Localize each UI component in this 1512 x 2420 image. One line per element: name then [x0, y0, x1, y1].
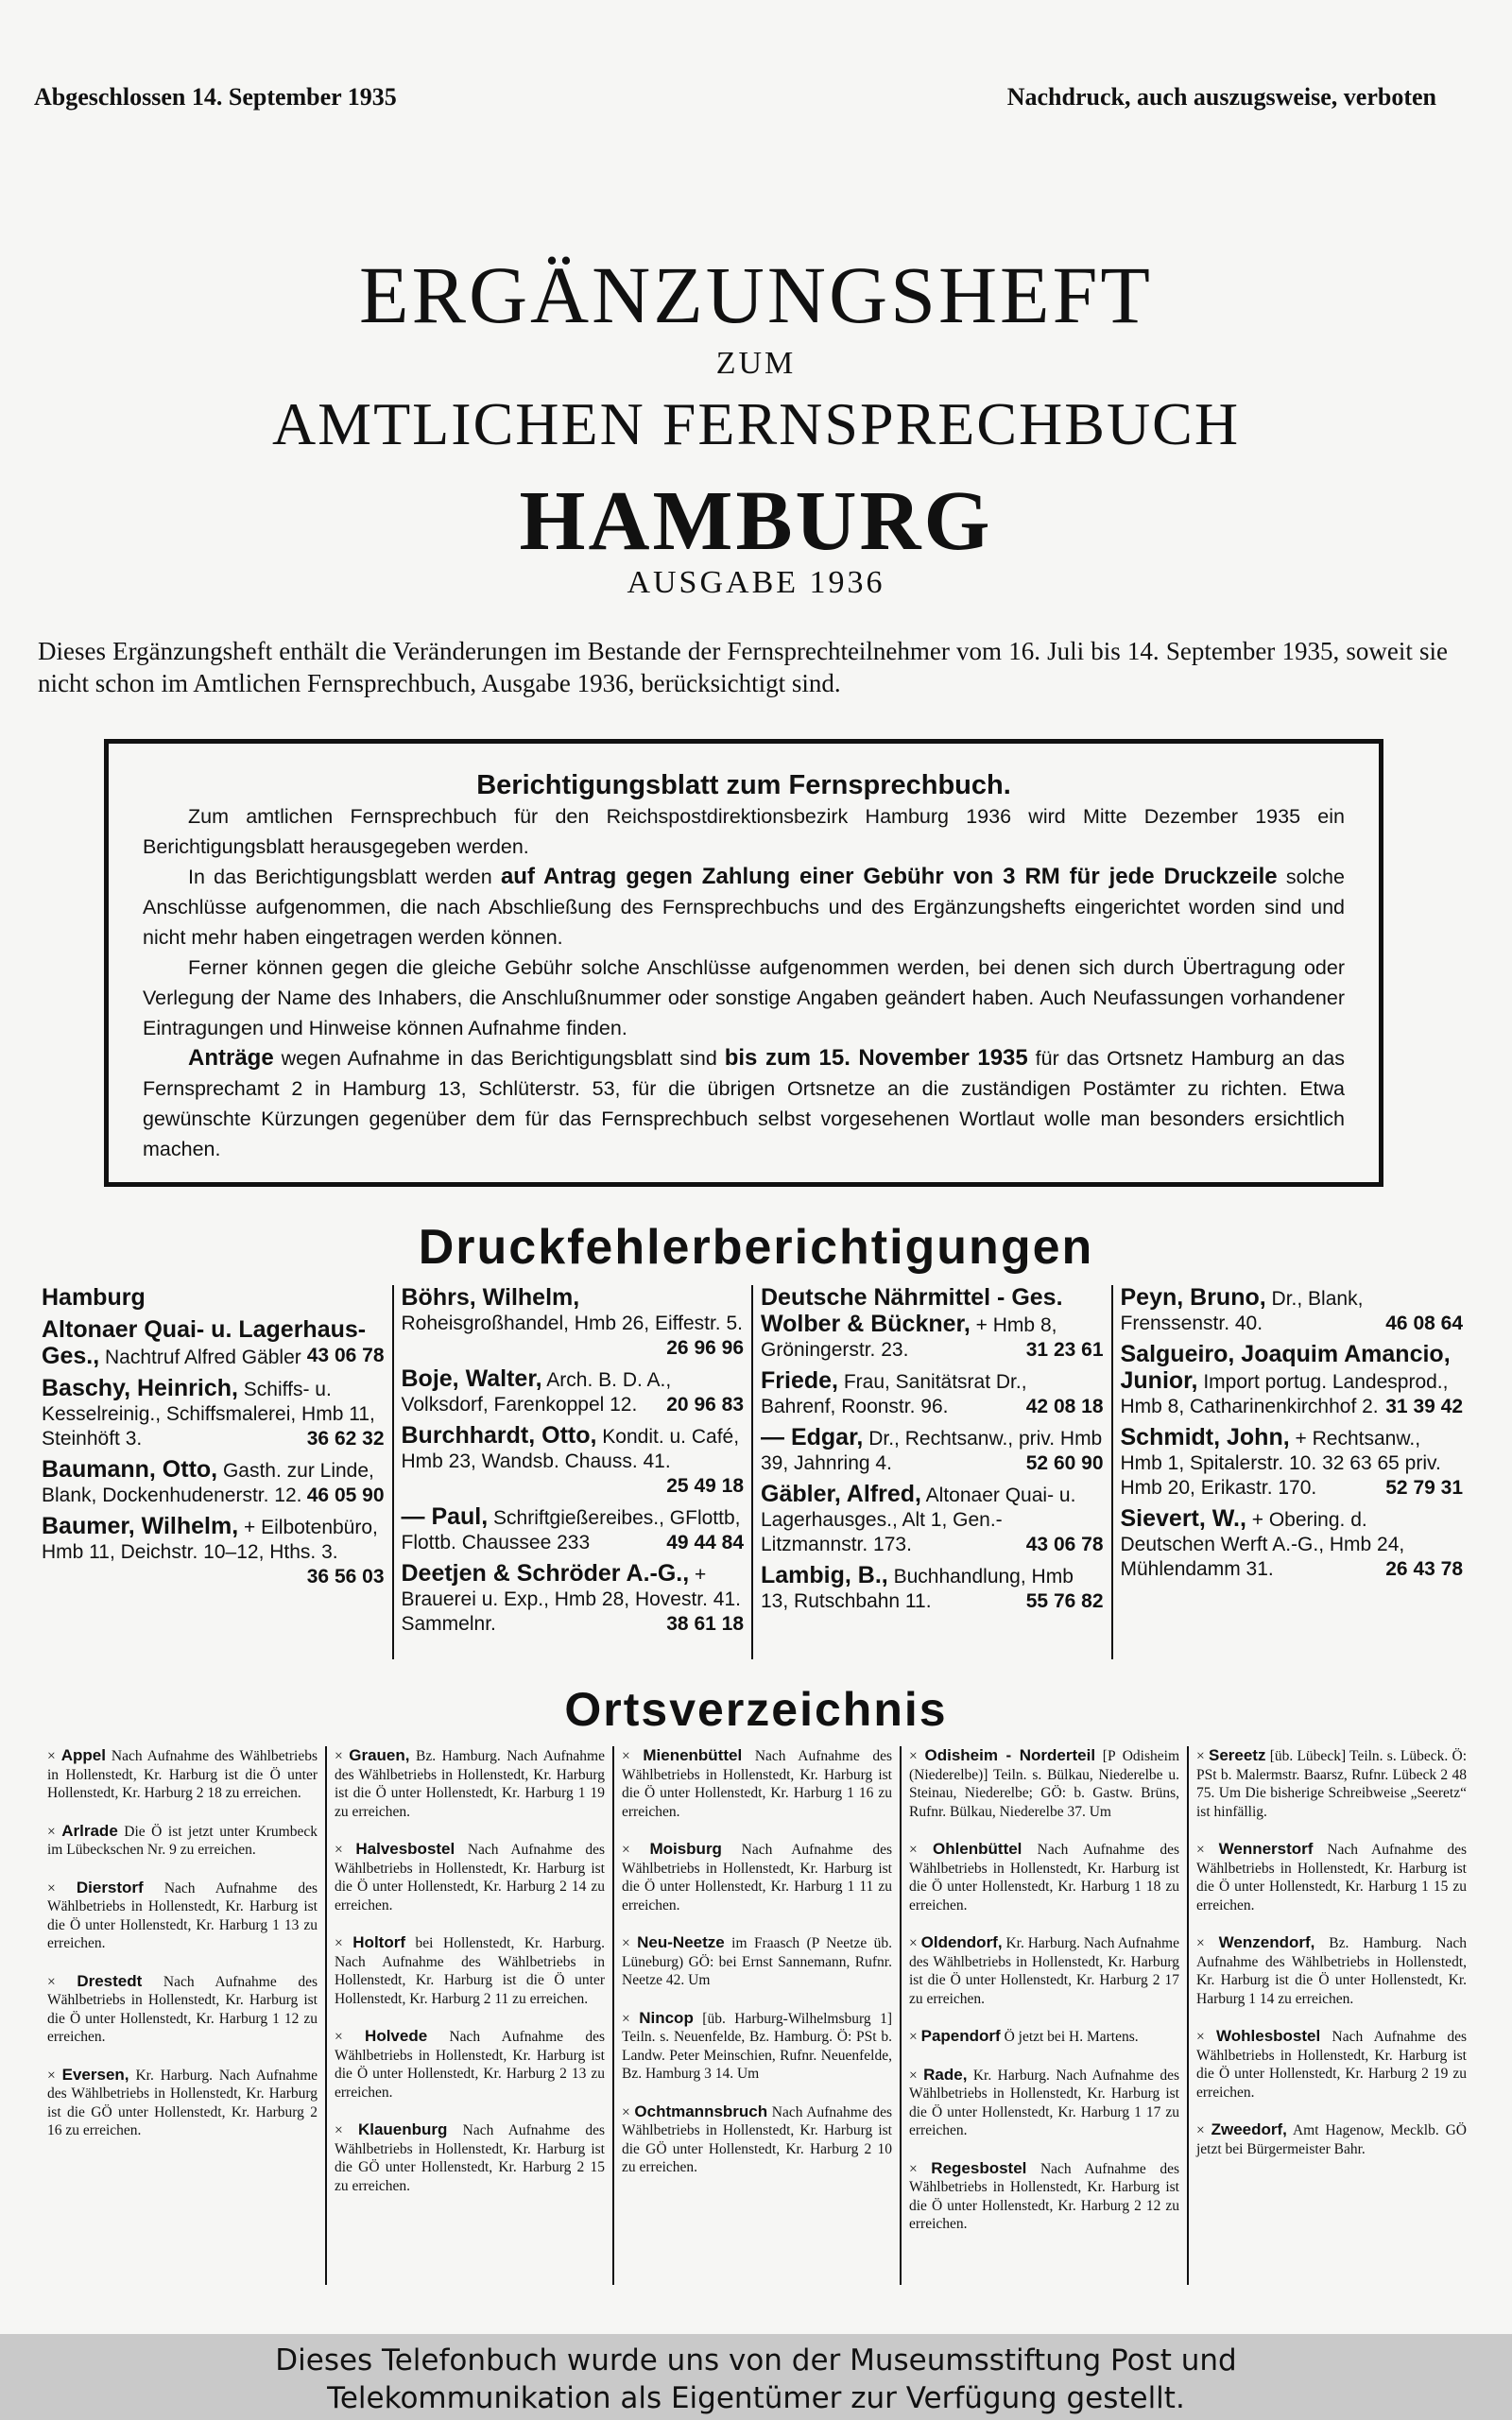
places-entry-text: Kr. Harburg. Nach Aufnahme des Wählbetriebs in Hollenstedt, Kr. Harburg ist die GÖ unter Hollenstedt, Kr. Harburg 2 16 zu erreichen. [47, 2067, 318, 2138]
places-entry: × Holtorf bei Hollenstedt, Kr. Harburg. Nach Aufnahme des Wählbetriebs in Hollenstedt, Kr. Harburg ist die Ö unter Hollenstedt, Kr. Harburg 2 11 zu erreichen. [335, 1933, 606, 2007]
notice-paragraph-1: Zum amtlichen Fernsprechbuch für den Reichspostdirektionsbezirk Hamburg 1936 wird Mitte Dezember 1935 ein Berichtigungsblatt herausgegeben werden. [143, 805, 1345, 858]
places-entry-text: bei Hollenstedt, Kr. Harburg. Nach Aufnahme des Wählbetriebs in Hollenstedt, Kr. Harburg ist die Ö unter Hollenstedt, Kr. Harburg 2 11 zu erreichen. [335, 1935, 606, 2007]
places-entry: × Sereetz [üb. Lübeck] Teiln. s. Lübeck. Ö: PSt b. Malermstr. Baarsz, Rufnr. Lübeck 2 48 75. Um Die bisherige Schreibweise „Seeretz“ ist hinfällig. [1196, 1746, 1467, 1820]
errata-entry-text: Frau, Sanitätsrat Dr., Bahrenf, Roonstr. 96. [761, 1371, 1027, 1417]
errata-entry-number: 46 05 90 [306, 1485, 385, 1506]
title-city: HAMBURG [519, 474, 993, 568]
places-entry-text: Nach Aufnahme des Wählbetriebs in Hollenstedt, Kr. Harburg ist die Ö unter Hollenstedt, Kr. Harburg 2 14 zu erreichen. [335, 1842, 606, 1914]
errata-entry-number: 43 06 78 [306, 1345, 385, 1366]
places-entry-text: Nach Aufnahme des Wählbetriebs in Hollenstedt, Kr. Harburg ist die Ö unter Hollenstedt, Kr. Harburg 1 11 zu erreichen. [622, 1842, 892, 1914]
places-entry-text: Nach Aufnahme des Wählbetriebs in Hollenstedt, Kr. Harburg ist die GÖ unter Hollenstedt, Kr. Harburg 2 10 zu erreichen. [622, 2103, 892, 2175]
errata-entry-number: 31 23 61 [1025, 1339, 1104, 1361]
places-entry-text: Nach Aufnahme des Wählbetriebs in Hollenstedt, Kr. Harburg ist die GÖ unter Hollenstedt, Kr. Harburg 2 15 zu erreichen. [335, 2122, 606, 2194]
errata-entry-name: Peyn, Bruno, [1120, 1284, 1266, 1311]
errata-entry-name: Boje, Walter, [401, 1365, 542, 1392]
errata-entry [402, 1423, 745, 1499]
footer-line-2: Telekommunikation als Eigentümer zur Verfügung gestellt. [327, 2381, 1185, 2415]
errata-entry [42, 1317, 385, 1370]
places-entry: × Eversen, Kr. Harburg. Nach Aufnahme des Wählbetriebs in Hollenstedt, Kr. Harburg ist die GÖ unter Hollenstedt, Kr. Harburg 2 16 zu erreichen. [47, 2065, 318, 2138]
places-entry: × Odisheim - Norderteil [P Odisheim (Niederelbe)] Teiln. s. Bülkau, Niederelbe u. Steinau, Niederelbe; GÖ: b. Gastw. Brüns, Rufnr. Bülkau, Niederelbe 37. Um [909, 1746, 1180, 1820]
errata-column [42, 1285, 392, 1659]
errata-entry-number: 26 43 78 [1385, 1558, 1463, 1580]
errata-entry [42, 1285, 385, 1312]
places-entry-name: Sereetz [1208, 1746, 1266, 1764]
places-entry-text: Nach Aufnahme des Wählbetriebs in Hollenstedt, Kr. Harburg ist die Ö unter Hollenstedt, Kr. Harburg 2 12 zu erreichen. [909, 2160, 1179, 2232]
places-entry-name: Oldendorf, [920, 1933, 1003, 1951]
errata-entry [42, 1457, 385, 1508]
places-entry-name: Ochtmannsbruch [634, 2102, 768, 2120]
places-entry-name: Klauenburg [357, 2120, 448, 2138]
places-entry-text: Die Ö ist jetzt unter Krumbeck im Lübeckschen Nr. 9 zu erreichen. [47, 1823, 318, 1858]
notice-box [104, 739, 1383, 1187]
places-entry: × Rade, Kr. Harburg. Nach Aufnahme des Wählbetriebs in Hollenstedt, Kr. Harburg ist die Ö unter Hollenstedt, Kr. Harburg 1 17 zu erreichen. [909, 2065, 1180, 2138]
places-column [47, 1746, 325, 2285]
errata-entry-number: 26 96 96 [666, 1337, 744, 1359]
places-entry-name: Nincop [639, 2008, 694, 2027]
places-entry-text: Nach Aufnahme des Wählbetriebs in Hollenstedt, Kr. Harburg ist die Ö unter Hollenstedt, Kr. Harburg 1 12 zu erreichen. [47, 1973, 318, 2045]
places-entry-text: Nach Aufnahme des Wählbetriebs in Hollenstedt, Kr. Harburg ist die Ö unter Hollenstedt, Kr. Harburg 2 19 zu erreichen. [1196, 2029, 1468, 2101]
notice-title: Berichtigungsblatt zum Fernsprechbuch. [476, 770, 1011, 800]
errata-entry-text: Roheisgroßhandel, Hmb 26, Eiffestr. 5. [401, 1313, 743, 1334]
places-entry: × Arlrade Die Ö ist jetzt unter Krumbeck im Lübeckschen Nr. 9 zu erreichen. [47, 1821, 318, 1858]
intro-paragraph: Dieses Ergänzungsheft enthält die Veränderungen im Bestande der Fernsprechteilnehmer vom 16. Juli bis 14. September 1935, soweit sie nicht schon im Amtlichen Fernsprechbuch, Ausgabe 1936, berücksichtigt sind. [38, 637, 1448, 697]
places-entry: × Klauenburg Nach Aufnahme des Wählbetriebs in Hollenstedt, Kr. Harburg ist die GÖ unter Hollenstedt, Kr. Harburg 2 15 zu erreichen. [335, 2120, 606, 2194]
errata-entry-number: 43 06 78 [1025, 1534, 1104, 1555]
errata-entry-text: Schiffs- u. Kesselreinig., Schiffsmalerei, Hmb 11, Steinhöft 3. [42, 1379, 375, 1450]
places-entry-text: Bz. Hamburg. Nach Aufnahme des Wählbetriebs in Hollenstedt, Kr. Harburg ist die Ö unter Hollenstedt, Kr. Harburg 1 19 zu erreichen. [335, 1748, 605, 1820]
places-column [612, 1746, 900, 2285]
errata-entry-number: 36 56 03 [306, 1566, 385, 1588]
places-entry-name: Drestedt [77, 1971, 143, 1990]
places-entry-name: Odisheim - Norderteil [924, 1746, 1096, 1764]
errata-entry [402, 1561, 745, 1637]
places-entry: × Oldendorf, Kr. Harburg. Nach Aufnahme des Wählbetriebs in Hollenstedt, Kr. Harburg ist die Ö unter Hollenstedt, Kr. Harburg 2 17 zu erreichen. [909, 1933, 1179, 2007]
errata-entry [1121, 1425, 1464, 1501]
errata-entry-number: 20 96 83 [666, 1394, 744, 1416]
places-entry-text: Kr. Harburg. Nach Aufnahme des Wählbetriebs in Hollenstedt, Kr. Harburg ist die Ö unter Hollenstedt, Kr. Harburg 2 17 zu erreichen. [909, 1935, 1179, 2007]
title-edition: AUSGABE 1936 [627, 565, 885, 600]
places-entry-text: im Fraasch (P Neetze üb. Lüneburg) GÖ: bei Ernst Sannemann, Rufnr. Neetze 42. Um [622, 1935, 892, 1988]
places-entry-text: Nach Aufnahme des Wählbetriebs in Hollenstedt, Kr. Harburg ist die Ö unter Hollenstedt, Kr. Harburg 2 13 zu erreichen. [335, 2029, 606, 2101]
errata-column [751, 1285, 1111, 1659]
errata-entry-text: + Obering. d. Deutschen Werft A.-G., Hmb 24, Mühlendamm 31. [1120, 1509, 1405, 1580]
errata-entry-text: + Brauerei u. Exp., Hmb 28, Hovestr. 41. Sammelnr. [401, 1564, 742, 1635]
places-entry: × Wohlesbostel Nach Aufnahme des Wählbetriebs in Hollenstedt, Kr. Harburg ist die Ö unter Hollenstedt, Kr. Harburg 2 19 zu erreichen. [1196, 2027, 1468, 2101]
errata-entry-name: Altonaer Quai- u. Lagerhaus-Ges., [42, 1316, 367, 1369]
places-entry-text: [P Odisheim (Niederelbe)] Teiln. s. Bülkau, Niederelbe u. Steinau, Niederelbe; GÖ: b. Gastw. Brüns, Rufnr. Bülkau, Niederelbe 37. Um [909, 1748, 1180, 1820]
places-entry: × Drestedt Nach Aufnahme des Wählbetriebs in Hollenstedt, Kr. Harburg ist die Ö unter Hollenstedt, Kr. Harburg 1 12 zu erreichen. [47, 1971, 318, 2045]
errata-entry-name: Baumann, Otto, [42, 1456, 218, 1483]
errata-entry-name: Hamburg [42, 1284, 146, 1311]
errata-entry-text: Schriftgießereibes., GFlottb, Flottb. Chaussee 233 [401, 1507, 741, 1553]
places-entry: × Nincop [üb. Harburg-Wilhelmsburg 1] Teiln. s. Neuenfelde, Bz. Hamburg. Ö: PSt b. Landw. Peter Meinschien, Rufnr. Neuenfelde, Bz. Hamburg 3 14. Um [622, 2008, 892, 2082]
title-line-1: ERGÄNZUNGSHEFT [359, 249, 1153, 340]
places-columns [47, 1746, 1474, 2285]
places-entry-text: Nach Aufnahme des Wählbetriebs in Hollenstedt, Kr. Harburg ist die Ö unter Hollenstedt, Kr. Harburg 2 18 zu erreichen. [47, 1748, 318, 1801]
places-entry: × Regesbostel Nach Aufnahme des Wählbetriebs in Hollenstedt, Kr. Harburg ist die Ö unter Hollenstedt, Kr. Harburg 2 12 zu erreichen. [909, 2158, 1179, 2232]
errata-entry [1121, 1342, 1464, 1419]
errata-columns [42, 1285, 1470, 1659]
footer-line-1: Dieses Telefonbuch wurde uns von der Museumsstiftung Post und [275, 2343, 1237, 2377]
errata-entry [761, 1425, 1104, 1476]
errata-entry-name: Deutsche Nährmittel - Ges. Wolber & Bückner, [761, 1284, 1063, 1337]
notice-paragraph-3: Ferner können gegen die gleiche Gebühr solche Anschlüsse aufgenommen werden, bei denen sich durch Übertragung oder Verlegung der Name des Inhabers, die Anschlußnummer oder sonstige Angaben geändert haben. Auch Neufassungen vorhandener Eintragungen und Hinweise können Aufnahme finden. [143, 956, 1345, 1039]
places-entry: × Mienenbüttel Nach Aufnahme des Wählbetriebs in Hollenstedt, Kr. Harburg ist die Ö unter Hollenstedt, Kr. Harburg 1 16 zu erreichen. [622, 1746, 892, 1820]
errata-entry [1121, 1285, 1464, 1336]
places-column [900, 1746, 1187, 2285]
places-entry: × Neu-Neetze im Fraasch (P Neetze üb. Lüneburg) GÖ: bei Ernst Sannemann, Rufnr. Neetze 42. Um [622, 1933, 892, 1988]
places-entry-name: Rade, [923, 2065, 968, 2084]
places-entry: × Ohlenbüttel Nach Aufnahme des Wählbetriebs in Hollenstedt, Kr. Harburg ist die Ö unter Hollenstedt, Kr. Harburg 1 18 zu erreichen. [909, 1840, 1180, 1914]
errata-entry-name: — Paul, [401, 1503, 489, 1530]
errata-entry-number: 42 08 18 [1025, 1396, 1104, 1417]
errata-entry-name: Lambig, B., [761, 1562, 888, 1588]
places-entry-text: Bz. Hamburg. Nach Aufnahme des Wählbetriebs in Hollenstedt, Kr. Harburg ist die Ö unter Hollenstedt, Kr. Harburg 1 14 zu erreichen. [1196, 1935, 1467, 2007]
errata-entry [761, 1563, 1104, 1614]
errata-entry-name: Böhrs, Wilhelm, [401, 1284, 580, 1311]
errata-entry-text: Import portug. Landesprod., Hmb 8, Catharinenkirchhof 2. [1120, 1371, 1449, 1417]
footer-attribution [0, 2334, 1512, 2420]
places-entry-name: Moisburg [649, 1840, 722, 1858]
errata-entry-number: 38 61 18 [666, 1613, 744, 1635]
places-entry-text: Nach Aufnahme des Wählbetriebs in Hollenstedt, Kr. Harburg ist die Ö unter Hollenstedt, Kr. Harburg 1 16 zu erreichen. [622, 1748, 892, 1820]
places-entry: × Dierstorf Nach Aufnahme des Wählbetriebs in Hollenstedt, Kr. Harburg ist die Ö unter Hollenstedt, Kr. Harburg 1 13 zu erreichen. [47, 1878, 318, 1951]
places-column [1187, 1746, 1474, 2285]
errata-entry [42, 1514, 385, 1589]
errata-entry-text: Buchhandlung, Hmb 13, Rutschbahn 11. [761, 1566, 1074, 1612]
places-entry: × Halvesbostel Nach Aufnahme des Wählbetriebs in Hollenstedt, Kr. Harburg ist die Ö unter Hollenstedt, Kr. Harburg 2 14 zu erreichen. [335, 1840, 606, 1914]
errata-entry-name: Friede, [761, 1367, 838, 1394]
errata-entry-text: Dr., Rechtsanw., priv. Hmb 39, Jahnring 4. [761, 1428, 1103, 1474]
errata-entry-name: Sievert, W., [1120, 1505, 1246, 1532]
errata-entry [402, 1366, 745, 1417]
errata-entry [42, 1376, 385, 1451]
places-entry-text: [üb. Lübeck] Teiln. s. Lübeck. Ö: PSt b. Malermstr. Baarsz, Rufnr. Lübeck 2 48 75. Um Die bisherige Schreibweise „Seeretz“ ist hinfällig. [1196, 1748, 1467, 1820]
places-entry-name: Neu-Neetze [637, 1933, 725, 1951]
errata-entry-text: Dr., Blank, Frenssenstr. 40. [1120, 1288, 1364, 1334]
errata-entry-text: Nachtruf Alfred Gäbler [105, 1347, 301, 1368]
places-entry: × Ochtmannsbruch Nach Aufnahme des Wählbetriebs in Hollenstedt, Kr. Harburg ist die GÖ unter Hollenstedt, Kr. Harburg 2 10 zu erreichen. [622, 2102, 892, 2175]
places-entry-text: Ö jetzt bei H. Martens. [1004, 2029, 1139, 2045]
places-entry-name: Wohlesbostel [1216, 2027, 1321, 2045]
places-column [325, 1746, 612, 2285]
places-entry: × Wenzendorf, Bz. Hamburg. Nach Aufnahme des Wählbetriebs in Hollenstedt, Kr. Harburg ist die Ö unter Hollenstedt, Kr. Harburg 1 14 zu erreichen. [1196, 1933, 1467, 2007]
errata-entry-text: Arch. B. D. A., Volksdorf, Farenkoppel 12. [401, 1369, 672, 1416]
places-entry-name: Regesbostel [931, 2158, 1027, 2177]
errata-column [1111, 1285, 1471, 1659]
places-entry: × Appel Nach Aufnahme des Wählbetriebs in Hollenstedt, Kr. Harburg ist die Ö unter Hollenstedt, Kr. Harburg 2 18 zu erreichen. [47, 1746, 318, 1801]
header-closing-date: Abgeschlossen 14. September 1935 [34, 83, 397, 111]
places-entry-text: Nach Aufnahme des Wählbetriebs in Hollenstedt, Kr. Harburg ist die Ö unter Hollenstedt, Kr. Harburg 1 18 zu erreichen. [909, 1842, 1180, 1914]
places-entry-text: Nach Aufnahme des Wählbetriebs in Hollenstedt, Kr. Harburg ist die Ö unter Hollenstedt, Kr. Harburg 1 15 zu erreichen. [1196, 1842, 1467, 1914]
places-entry-name: Holtorf [352, 1933, 405, 1951]
places-entry: × Zweedorf, Amt Hagenow, Mecklb. GÖ jetzt bei Bürgermeister Bahr. [1196, 2120, 1467, 2157]
title-line-2: ZUM [715, 346, 797, 381]
errata-entry-name: — Edgar, [761, 1424, 864, 1450]
errata-entry-text: + Rechtsanw., Hmb 1, Spitalerstr. 10. 32 63 65 priv. Hmb 20, Erikastr. 170. [1120, 1428, 1441, 1499]
errata-entry [402, 1285, 745, 1361]
places-entry: × Papendorf Ö jetzt bei H. Martens. [909, 2027, 1139, 2045]
errata-entry-name: Schmidt, John, [1120, 1424, 1290, 1450]
errata-entry [761, 1285, 1104, 1363]
errata-entry-name: Deetjen & Schröder A.-G., [401, 1560, 690, 1587]
errata-entry-number: 52 79 31 [1385, 1477, 1463, 1499]
title-line-3: AMTLICHEN FERNSPRECHBUCH [271, 390, 1241, 457]
errata-entry-text: + Hmb 8, Gröningerstr. 23. [761, 1314, 1057, 1361]
places-entry-name: Papendorf [920, 2027, 1001, 2045]
places-entry-text: Nach Aufnahme des Wählbetriebs in Hollenstedt, Kr. Harburg ist die Ö unter Hollenstedt, Kr. Harburg 1 13 zu erreichen. [47, 1879, 318, 1951]
errata-entry-name: Baschy, Heinrich, [42, 1375, 238, 1401]
errata-heading: Druckfehlerberichtigungen [418, 1220, 1094, 1275]
places-entry-name: Wennerstorf [1218, 1840, 1314, 1858]
places-entry-name: Ohlenbüttel [932, 1840, 1022, 1858]
errata-entry-number: 31 39 42 [1385, 1396, 1463, 1417]
places-entry-name: Halvesbostel [355, 1840, 455, 1858]
places-entry-name: Dierstorf [76, 1878, 144, 1897]
errata-entry-number: 36 62 32 [306, 1428, 385, 1450]
errata-entry-number: 52 60 90 [1025, 1452, 1104, 1474]
errata-entry-name: Gäbler, Alfred, [761, 1481, 921, 1507]
places-entry-name: Mienenbüttel [643, 1746, 743, 1764]
places-entry-text: Kr. Harburg. Nach Aufnahme des Wählbetriebs in Hollenstedt, Kr. Harburg ist die Ö unter Hollenstedt, Kr. Harburg 1 17 zu erreichen. [909, 2067, 1180, 2138]
places-entry-text: [üb. Harburg-Wilhelmsburg 1] Teiln. s. Neuenfelde, Bz. Hamburg. Ö: PSt b. Landw. Peter Meinschien, Rufnr. Neuenfelde, Bz. Hamburg 3 14. Um [622, 2010, 892, 2082]
errata-entry-number: 49 44 84 [666, 1532, 744, 1553]
header-copyright-note: Nachdruck, auch auszugsweise, verboten [1006, 83, 1436, 111]
errata-entry [402, 1504, 745, 1555]
notice-paragraph-4: Anträge wegen Aufnahme in das Berichtigungsblatt sind bis zum 15. November 1935 für das Ortsnetz Hamburg an das Fernsprechamt 2 in Hamburg 13, Schlüterstr. 53, für die übrigen Ortsnetze an die zuständigen Postämter zu richten. Etwa gewünschte Kürzungen gegenüber dem für das Fernsprechbuch selbst vorgesehenen Wortlaut wolle man besonders ersichtlich machen. [143, 1045, 1345, 1160]
errata-entry [761, 1482, 1104, 1557]
places-entry-name: Wenzendorf, [1218, 1933, 1315, 1951]
errata-entry [1121, 1506, 1464, 1582]
errata-entry-text: Altonaer Quai- u. Lagerhausges., Alt 1, Gen.-Litzmannstr. 173. [761, 1485, 1076, 1555]
errata-entry-name: Burchhardt, Otto, [401, 1422, 597, 1449]
places-entry-name: Arlrade [61, 1821, 118, 1840]
places-entry-name: Appel [60, 1746, 106, 1764]
places-entry-name: Grauen, [349, 1746, 410, 1764]
errata-entry-text: + Eilbotenbüro, Hmb 11, Deichstr. 10–12, Hths. 3. [42, 1517, 378, 1563]
errata-column [392, 1285, 752, 1659]
places-entry: × Wennerstorf Nach Aufnahme des Wählbetriebs in Hollenstedt, Kr. Harburg ist die Ö unter Hollenstedt, Kr. Harburg 1 15 zu erreichen. [1196, 1840, 1467, 1914]
places-entry-text: Amt Hagenow, Mecklb. GÖ jetzt bei Bürgermeister Bahr. [1196, 2122, 1467, 2157]
errata-entry-number: 46 08 64 [1385, 1313, 1463, 1334]
places-entry-name: Zweedorf, [1211, 2120, 1287, 2138]
errata-entry-number: 25 49 18 [666, 1475, 744, 1497]
places-entry: × Grauen, Bz. Hamburg. Nach Aufnahme des Wählbetriebs in Hollenstedt, Kr. Harburg ist die Ö unter Hollenstedt, Kr. Harburg 1 19 zu erreichen. [335, 1746, 605, 1820]
places-entry-name: Eversen, [61, 2065, 129, 2084]
errata-entry-number: 55 76 82 [1025, 1590, 1104, 1612]
errata-entry-text: Kondit. u. Café, Hmb 23, Wandsb. Chauss. 41. [401, 1426, 740, 1472]
places-heading: Ortsverzeichnis [564, 1683, 948, 1736]
places-entry: × Moisburg Nach Aufnahme des Wählbetriebs in Hollenstedt, Kr. Harburg ist die Ö unter Hollenstedt, Kr. Harburg 1 11 zu erreichen. [622, 1840, 892, 1914]
places-entry-name: Holvede [365, 2027, 428, 2045]
errata-entry [761, 1368, 1104, 1419]
errata-entry-name: Baumer, Wilhelm, [42, 1513, 239, 1539]
errata-entry-text: Gasth. zur Linde, Blank, Dockenhudenerstr. 12. [42, 1460, 374, 1506]
notice-paragraph-2: In das Berichtigungsblatt werden auf Antrag gegen Zahlung einer Gebühr von 3 RM für jede Druckzeile solche Anschlüsse aufgenommen, die nach Abschließung des Fernsprechbuchs und des Ergänzungshefts eingerichtet worden sind und nicht mehr haben eingetragen werden können. [143, 864, 1345, 949]
places-entry: × Holvede Nach Aufnahme des Wählbetriebs in Hollenstedt, Kr. Harburg ist die Ö unter Hollenstedt, Kr. Harburg 2 13 zu erreichen. [335, 2027, 606, 2101]
errata-entry-name: Salgueiro, Joaquim Amancio, Junior, [1120, 1341, 1451, 1394]
